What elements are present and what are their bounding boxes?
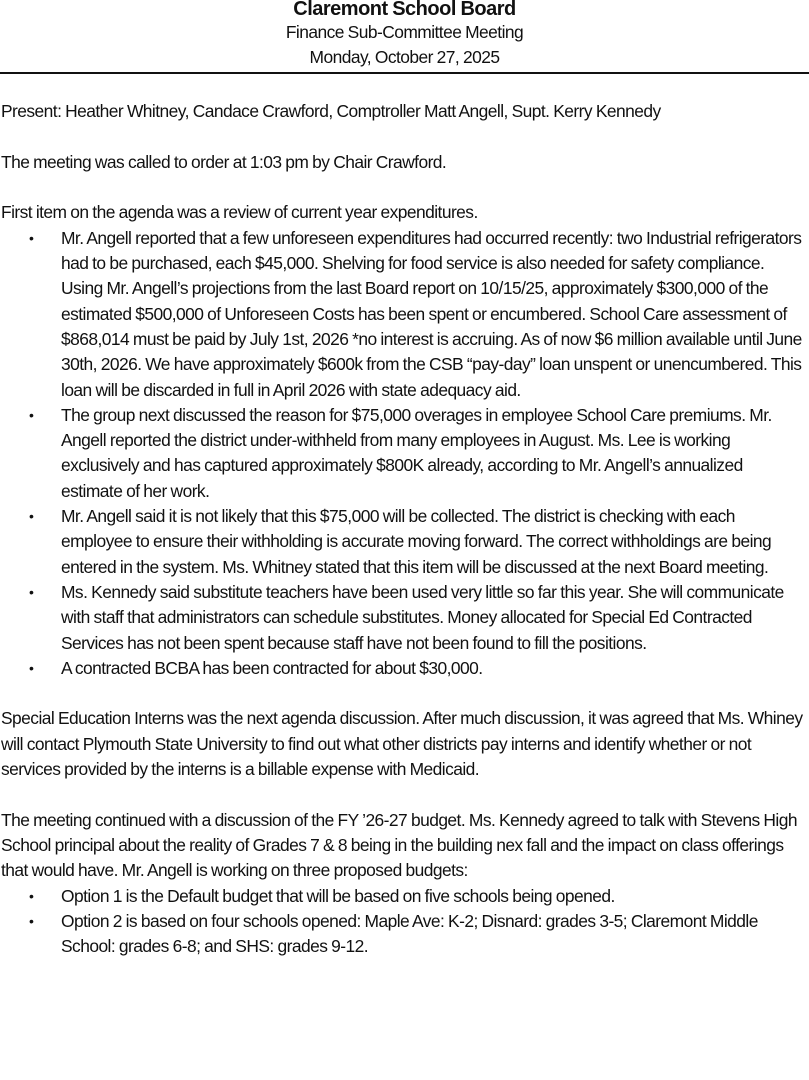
list-item-text: Option 1 is the Default budget that will be based on five schools being opened. [61, 885, 615, 906]
list-item-text: Mr. Angell reported that a few unforeseen expenditures had occurred recently: two Industrial refrigerators had to be purchased, each $45,000. Shelving for food service is also needed for safety compliance. Using Mr. Angell’s projections from the last Board report on 10/15/25, approximately $300,000 of the estimated $500,000 of Unforeseen Costs has been spent or encumbered. School Care assessment of $868,014 must be paid by July 1st, 2026 *no interest is accruing. As of now $6 million available until June 30th, 2026. We have approximately $600k from the CSB “pay-day” loan unspent or unencumbered. This loan will be discarded in full in April 2026 with state adequacy aid. [61, 227, 802, 400]
document-header [0, 0, 809, 70]
list-item [0, 580, 809, 656]
interns-paragraph: Special Education Interns was the next agenda discussion. After much discussion, it was agreed that Ms. Whiney will contact Plymouth State University to find out what other districts pay interns and identify whether or not services provided by the interns is a billable expense with Medicaid. [1, 708, 803, 780]
spacer [0, 782, 809, 807]
list-item [0, 656, 809, 681]
budget-options-list [0, 884, 809, 960]
spacer [0, 681, 809, 706]
spacer [0, 175, 809, 200]
bullet-icon: • [29, 912, 34, 929]
list-item-text: A contracted BCBA has been contracted for about $30,000. [61, 657, 483, 678]
attendees-paragraph: Present: Heather Whitney, Candace Crawford, Comptroller Matt Angell, Supt. Kerry Kennedy [1, 101, 661, 122]
bullet-icon: • [29, 659, 34, 676]
spacer [0, 125, 809, 150]
bullet-icon: • [29, 583, 34, 600]
list-item-text: Option 2 is based on four schools opened: Maple Ave: K-2; Disnard: grades 3-5; Claremont Middle School: grades 6-8; and SHS: grades 9-12. [61, 910, 758, 957]
list-item-text: Mr. Angell said it is not likely that this $75,000 will be collected. The district is checking with each employee to ensure their withholding is accurate moving forward. The correct withholdings are being entered in the system. Ms. Whitney stated that this item will be discussed at the next Board meeting. [61, 506, 772, 577]
document-subtitle: Finance Sub-Committee Meeting [285, 22, 524, 42]
list-item [0, 403, 809, 504]
list-item [0, 909, 809, 960]
bullet-icon: • [29, 508, 34, 525]
expenditures-list [0, 226, 809, 681]
list-item-text: Ms. Kennedy said substitute teachers have been used very little so far this year. She will communicate with staff that administrators can schedule substitutes. Money allocated for Special Ed Contracted Services has not been spent because staff have not been found to fill the positions. [61, 581, 784, 653]
bullet-icon: • [29, 406, 34, 423]
spacer [0, 74, 809, 99]
call-to-order-paragraph: The meeting was called to order at 1:03 pm by Chair Crawford. [1, 151, 447, 172]
meeting-date: Monday, October 27, 2025 [309, 47, 500, 67]
budget-paragraph: The meeting continued with a discussion of the FY ’26-27 budget. Ms. Kennedy agreed to talk with Stevens High School principal about the reality of Grades 7 & 8 being in the building nex fall and the impact on class offerings that would have. Mr. Angell is working on three proposed budgets: [1, 809, 797, 881]
bullet-icon: • [29, 887, 34, 904]
document-title: Claremont School Board [293, 0, 516, 20]
first-item-intro: First item on the agenda was a review of current year expenditures. [1, 202, 478, 223]
list-item [0, 884, 809, 909]
list-item [0, 504, 809, 580]
list-item [0, 226, 809, 403]
bullet-icon: • [29, 229, 34, 246]
list-item-text: The group next discussed the reason for $75,000 overages in employee School Care premiums. Mr. Angell reported the district under-withheld from many employees in August. Ms. Lee is working exclusively and has captured approximately $800K already, according to Mr. Angell’s annualized estimate of her work. [61, 404, 772, 501]
